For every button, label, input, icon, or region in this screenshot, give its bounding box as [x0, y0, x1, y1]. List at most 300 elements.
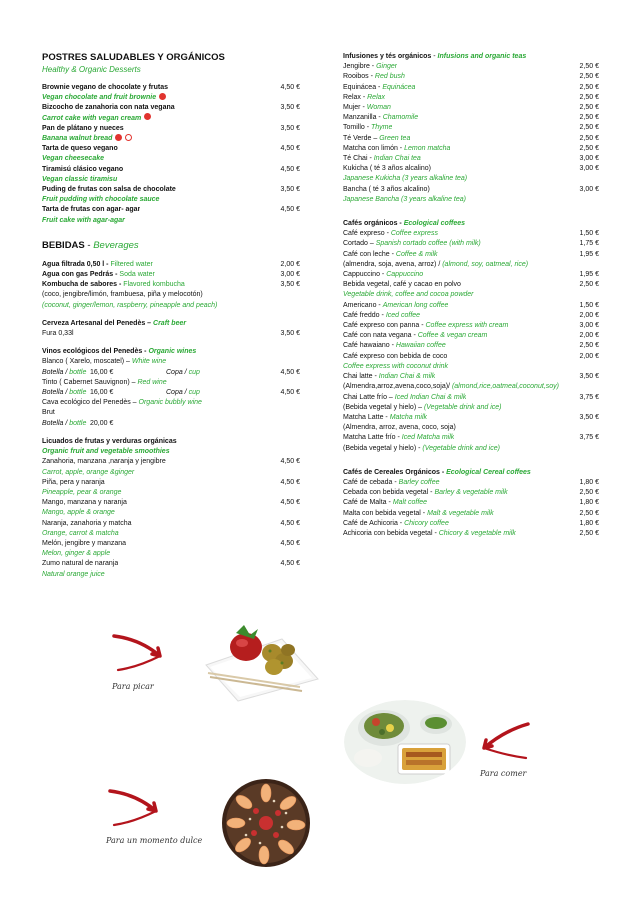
dessert-4-en: Vegan classic tiramisu	[42, 175, 118, 183]
coffee-b-0-name	[343, 270, 423, 280]
tea-3-en: Relax	[367, 93, 386, 101]
coffee-a-0-name	[343, 229, 438, 239]
beer-title-es: Cerveza Artesanal del Penedès –	[42, 319, 152, 327]
dessert-5-en: Fruit pudding with chocolate sauce	[42, 196, 160, 204]
juice-2-row	[42, 498, 300, 508]
tea-7-en: Green tea	[379, 134, 411, 142]
cereal-title	[343, 468, 599, 478]
teas-title-en: Infusions and organic teas	[437, 53, 527, 60]
matcha-frio-opt-es: (Bebida vegetal y hielo) -	[343, 444, 423, 452]
dessert-tart-photo	[216, 773, 316, 873]
juice-3-price: 4,50 €	[280, 519, 300, 527]
bebidas-title-es: BEBIDAS	[42, 239, 85, 251]
cereal-2-price: 1,80 €	[579, 499, 599, 507]
juice-1-row	[42, 478, 300, 488]
desserts-title: POSTRES SALUDABLES Y ORGÁNICOS	[42, 52, 225, 63]
cereal-0-name	[343, 478, 440, 488]
juice-1-en: Pineapple, pear & orange	[42, 488, 122, 496]
caption-picar: Para picar	[112, 682, 154, 691]
tea-4-es: Mujer -	[343, 104, 367, 112]
chai-frio-price: 3,75 €	[579, 393, 599, 401]
waters-list	[42, 260, 300, 291]
teas-list	[343, 62, 599, 174]
coffee-list-b	[343, 270, 599, 290]
cava-prices	[42, 419, 300, 429]
water-2-name	[42, 280, 185, 290]
tea-7-row	[343, 134, 599, 144]
cereal-1-name	[343, 488, 508, 498]
kukicha-en: Japanese Kukicha (3 years alkaline tea)	[343, 175, 468, 183]
dessert-1-row	[42, 103, 300, 113]
cereal-4-en: Chicory coffee	[404, 519, 449, 527]
tea-1-en: Red bush	[374, 73, 405, 81]
water-1-en: Soda water	[119, 271, 155, 279]
juices-list	[42, 457, 300, 579]
tea-0-es: Jengibre -	[343, 63, 377, 71]
tea-9-row	[343, 154, 599, 164]
bottle-en: bottle	[69, 368, 87, 376]
appetizer-photo	[200, 617, 320, 702]
coco-en: Coffee express with coconut drink	[343, 362, 449, 370]
chai-latte-row	[343, 372, 599, 382]
coffee-c-5-name	[343, 352, 447, 362]
water-1-row	[42, 270, 300, 280]
water-2-row	[42, 280, 300, 290]
bancha-name: Bancha ( té 3 años alcalino)	[343, 185, 430, 193]
dessert-0-price: 4,50 €	[280, 84, 300, 91]
bottle-label	[42, 368, 87, 378]
coffee-a-0-es: Café expreso -	[343, 230, 391, 238]
tea-1-es: Rooibos -	[343, 73, 375, 81]
coffee-b-1-es: Bebida vegetal, café y cacao en polvo	[343, 281, 461, 289]
coffee-a-1-price: 1,75 €	[579, 240, 599, 248]
dessert-3-en: Vegan cheesecake	[42, 155, 105, 163]
cereal-3-en: Malt & vegetable milk	[427, 509, 494, 517]
dessert-0-row	[42, 83, 300, 93]
cereal-4-price: 1,80 €	[579, 519, 599, 527]
juice-1-price: 4,50 €	[280, 478, 300, 486]
matcha-latte-price: 3,50 €	[579, 413, 599, 421]
tea-10-price: 3,00 €	[579, 165, 599, 173]
cereal-2-name	[343, 498, 427, 508]
juice-3-row	[42, 519, 300, 529]
bebidas-title	[42, 240, 300, 252]
coffee-c-0-row	[343, 301, 599, 311]
coffee-b-1-row	[343, 280, 599, 290]
tea-1-price: 2,50 €	[579, 73, 599, 81]
allergen-icon	[115, 134, 122, 141]
desserts-list	[42, 83, 300, 226]
dessert-2-es: Pan de plátano y nueces	[42, 124, 124, 132]
coffee-c-4-price: 2,50 €	[579, 342, 599, 350]
matcha-latte-es: Matcha Latte -	[343, 413, 390, 421]
tea-4-price: 2,50 €	[579, 104, 599, 112]
caption-dulce: Para un momento dulce	[106, 836, 203, 845]
tea-8-price: 2,50 €	[579, 144, 599, 152]
cereal-5-es: Achicoria con bebida vegetal -	[343, 529, 439, 537]
dessert-2-en: Banana walnut bread	[42, 134, 300, 144]
cereal-1-row	[343, 488, 599, 498]
tea-5-name	[343, 113, 418, 123]
tea-6-name	[343, 123, 392, 133]
bottle-en-2: bottle	[69, 389, 87, 397]
coffee-b-1-name	[343, 280, 461, 290]
coffee-a-2-name	[343, 250, 438, 260]
cava-bottle-price: 20,00 €	[90, 419, 114, 427]
coffee-c-0-price: 1,50 €	[579, 301, 599, 309]
coffee-c-2-name	[343, 321, 508, 331]
wine-red-cup-price: 4,50 €	[280, 389, 300, 397]
bottle-es: Botella /	[42, 368, 68, 376]
coffee-c-4-en: Hawaiian coffee	[395, 342, 446, 350]
dessert-1-es: Bizcocho de zanahoria con nata vegana	[42, 104, 175, 112]
tea-1-row	[343, 72, 599, 82]
cereal-0-es: Café de cebada -	[343, 478, 399, 486]
tea-8-name	[343, 144, 450, 154]
coffee-c-1-price: 2,00 €	[579, 311, 599, 319]
dessert-0-es: Brownie vegano de chocolate y frutas	[42, 84, 169, 91]
juice-0-name	[42, 457, 166, 467]
tea-8-en: Lemon matcha	[404, 144, 451, 152]
coffee-a-2-es: Café con leche -	[343, 250, 396, 258]
wine-white-en: White wine	[131, 358, 167, 366]
water-1-es: Agua con gas Pedrás -	[42, 271, 120, 279]
kombucha-flavors: (coco, jengibre/limón, frambuesa, piña y melocotón)	[42, 291, 203, 299]
dessert-0-name	[42, 83, 168, 93]
coffee-list-a	[343, 229, 599, 260]
coffee-c-3-row	[343, 331, 599, 341]
juice-0-row	[42, 457, 300, 467]
bancha-en: Japanese Bancha (3 years alkaline tea)	[343, 195, 466, 203]
chai-latte-en: Indian Chai & milk	[378, 373, 436, 381]
bancha-price: 3,00 €	[579, 185, 599, 193]
tea-7-price: 2,50 €	[579, 134, 599, 142]
cereal-1-en: Barley & vegetable milk	[434, 489, 508, 497]
tea-4-name	[343, 103, 391, 113]
juice-4-name	[42, 539, 126, 549]
coffee-c-3-es: Café con nata vegana -	[343, 332, 418, 340]
milk-options-en: (almond, soy, oatmeal, rice)	[442, 260, 529, 268]
veg-drink-en: Vegetable drink, coffee and cocoa powder	[343, 291, 474, 299]
dessert-3-es: Tarta de queso vegano	[42, 145, 118, 153]
water-1-name	[42, 270, 155, 280]
coffee-b-1-price: 2,50 €	[579, 281, 599, 289]
tea-6-es: Tomillo -	[343, 124, 372, 132]
bottle-label-3	[42, 419, 87, 429]
cereals-list	[343, 478, 599, 539]
juice-title-en: Organic fruit and vegetable smoothies	[42, 448, 170, 456]
cereal-4-row	[343, 519, 599, 529]
coffee-a-1-es: Cortado –	[343, 240, 376, 248]
cereal-0-price: 1,80 €	[579, 478, 599, 486]
allergen-icon	[159, 93, 166, 100]
coffee-list-c	[343, 301, 599, 362]
dessert-2-price: 3,50 €	[280, 124, 300, 132]
kombucha-flavors-en: (coconut, ginger/lemon, raspberry, pineapple and peach)	[42, 301, 218, 309]
beer-price: 3,50 €	[280, 330, 300, 338]
juice-0-es: Zanahoria, manzana ,naranja y jengibre	[42, 458, 166, 466]
juice-4-row	[42, 539, 300, 549]
dessert-3-price: 4,50 €	[280, 145, 300, 153]
dessert-1-name	[42, 103, 175, 113]
bebidas-title-en: Beverages	[93, 239, 139, 251]
matcha-options: (Almendra, arroz, avena, coco, soja)	[343, 424, 456, 432]
coffee-b-0-price: 1,95 €	[579, 271, 599, 279]
right-column	[343, 52, 599, 539]
dessert-1-en: Carrot cake with vegan cream	[42, 114, 300, 124]
tea-7-es: Té Verde –	[343, 134, 380, 142]
cereal-5-price: 2,50 €	[579, 529, 599, 537]
chai-frio-es: Chai Latte frío –	[343, 393, 395, 401]
cereal-3-price: 2,50 €	[579, 509, 599, 517]
beer-title	[42, 319, 300, 329]
tea-6-en: Thyme	[371, 124, 393, 132]
tea-3-es: Relax -	[343, 93, 368, 101]
tea-10-name	[343, 164, 431, 174]
juice-1-es: Piña, pera y naranja	[42, 478, 105, 486]
coffee-c-4-row	[343, 341, 599, 351]
chai-frio-opt-es: (Bebida vegetal y hielo) –	[343, 403, 424, 411]
tea-0-row	[343, 62, 599, 72]
wine-red-prices	[42, 388, 300, 398]
teas-title: Infusiones y tés orgánicos - Infusions and organic teas	[343, 53, 527, 60]
juice-0-price: 4,50 €	[280, 458, 300, 466]
bottle-es-2: Botella /	[42, 389, 68, 397]
coffee-b-0-en: Cappuccino	[386, 271, 424, 279]
juice-2-en: Mango, apple & orange	[42, 509, 115, 517]
tea-2-name	[343, 83, 415, 93]
cereal-2-en: Malt coffee	[392, 499, 428, 507]
tea-8-row	[343, 144, 599, 154]
chai-latte-es: Chai latte -	[343, 373, 379, 381]
coffee-c-1-es: Café freddo -	[343, 311, 386, 319]
dessert-6-es: Tarta de frutas con agar- agar	[42, 206, 141, 214]
coffee-c-2-es: Café expreso con panna -	[343, 322, 426, 330]
beer-row	[42, 329, 300, 339]
chai-options-es: (Almendra,arroz,avena,coco,soja)/	[343, 383, 450, 391]
dessert-3-row	[42, 144, 300, 154]
cereal-title-en: Ecological Cereal coffees	[446, 468, 531, 476]
cereal-4-es: Café de Achicoria -	[343, 519, 405, 527]
beer-name: Fura 0,33l	[42, 330, 74, 338]
matcha-frio-price: 3,75 €	[579, 434, 599, 442]
coffee-c-1-name	[343, 311, 420, 321]
main-course-photo	[344, 700, 466, 784]
caption-comer: Para comer	[480, 769, 527, 778]
cereal-5-name	[343, 529, 516, 539]
matcha-frio-row	[343, 433, 599, 443]
teas-title-es: Infusiones y tés orgánicos	[343, 53, 432, 60]
bottle-en-3: bottle	[69, 419, 87, 427]
bebidas-title-dash: -	[84, 239, 94, 251]
coffee-a-2-price: 1,95 €	[579, 250, 599, 258]
tea-9-es: Té Chai -	[343, 155, 374, 163]
wine-white-prices	[42, 368, 300, 378]
dessert-1-price: 3,50 €	[280, 104, 300, 112]
matcha-frio-en: Iced Matcha milk	[401, 434, 455, 442]
coffee-a-0-en: Coffee express	[390, 230, 438, 238]
matcha-latte-row	[343, 413, 599, 423]
tea-0-en: Ginger	[376, 63, 398, 71]
cava	[42, 398, 300, 408]
tea-2-row	[343, 83, 599, 93]
tea-6-price: 2,50 €	[579, 124, 599, 132]
dessert-6-price: 4,50 €	[280, 206, 300, 214]
tea-2-en: Equinácea	[382, 83, 416, 91]
coffee-c-4-name	[343, 341, 446, 351]
chai-latte-price: 3,50 €	[579, 373, 599, 381]
chai-frio-row	[343, 393, 599, 403]
desserts-subtitle: Healthy & Organic Desserts	[42, 65, 141, 74]
wine-red	[42, 378, 300, 388]
dessert-6-row	[42, 205, 300, 215]
coffee-title	[343, 219, 599, 229]
cereal-2-row	[343, 498, 599, 508]
water-2-en: Flavored kombucha	[123, 281, 185, 289]
coffee-c-3-name	[343, 331, 487, 341]
water-1-price: 3,00 €	[280, 271, 300, 279]
water-2-es: Kombucha de sabores -	[42, 281, 124, 289]
cereal-1-price: 2,50 €	[579, 489, 599, 497]
dessert-5-price: 3,50 €	[280, 186, 300, 194]
cava-es: Cava ecológico del Penedès –	[42, 399, 137, 407]
tea-3-price: 2,50 €	[579, 93, 599, 101]
red-arrow-dulce	[108, 787, 164, 829]
tea-0-name	[343, 62, 397, 72]
coffee-b-0-es: Cappuccino -	[343, 271, 387, 279]
coffee-c-2-row	[343, 321, 599, 331]
red-arrow-picar	[112, 632, 168, 674]
coffee-a-0-price: 1,50 €	[579, 230, 599, 238]
juice-3-es: Naranja, zanahoria y matcha	[42, 519, 132, 527]
juice-4-price: 4,50 €	[280, 539, 300, 547]
coffee-c-5-row	[343, 352, 599, 362]
chai-frio-opt	[343, 403, 599, 413]
tea-8-es: Matcha con limón -	[343, 144, 405, 152]
water-0-name	[42, 260, 153, 270]
tea-10-row	[343, 164, 599, 174]
tea-3-row	[343, 93, 599, 103]
coffee-c-1-en: Iced coffee	[385, 311, 421, 319]
matcha-latte-en: Matcha milk	[389, 413, 428, 421]
allergen-icon	[144, 113, 151, 120]
tea-5-row	[343, 113, 599, 123]
copa-label	[152, 368, 236, 378]
tea-4-en: Woman	[366, 104, 391, 112]
matcha-frio-es: Matcha Latte frío -	[343, 434, 402, 442]
dessert-5-es: Puding de frutas con salsa de chocolate	[42, 186, 176, 194]
chai-options-en: (almond,rice,oatmeal,coconut,soy)	[451, 383, 559, 391]
cereal-3-row	[343, 509, 599, 519]
wine-title	[42, 347, 300, 357]
juice-2-price: 4,50 €	[280, 499, 300, 507]
dessert-2-row	[42, 124, 300, 134]
coffee-c-2-price: 3,00 €	[579, 322, 599, 330]
wine-red-bottle-price: 16,00 €	[90, 389, 114, 397]
tea-2-price: 2,50 €	[579, 83, 599, 91]
coffee-c-4-es: Café hawaiano -	[343, 342, 396, 350]
bancha-row	[343, 185, 599, 195]
wine-white-cup-price: 4,50 €	[280, 368, 300, 376]
coffee-a-1-name	[343, 239, 481, 249]
dessert-3-name	[42, 144, 118, 154]
milk-options	[343, 260, 599, 270]
dessert-2-name	[42, 124, 124, 134]
tea-9-en: Indian Chai tea	[373, 155, 421, 163]
copa-en: cup	[188, 368, 200, 376]
tea-4-row	[343, 103, 599, 113]
juice-2-es: Mango, manzana y naranja	[42, 499, 127, 507]
milk-options-es: (almendra, soja, avena, arroz) /	[343, 260, 441, 268]
water-0-en: Filtered water	[110, 260, 153, 268]
tea-7-name	[343, 134, 410, 144]
cereal-0-en: Barley coffee	[398, 478, 440, 486]
dessert-4-price: 4,50 €	[280, 165, 300, 173]
wine-white	[42, 357, 300, 367]
coffee-a-0-row	[343, 229, 599, 239]
wine-white-bottle-price: 16,00 €	[90, 368, 114, 376]
tea-10-es: Kukicha ( té 3 años alcalino)	[343, 165, 431, 173]
coffee-c-3-price: 2,00 €	[579, 332, 599, 340]
tea-3-name	[343, 93, 385, 103]
tea-5-price: 2,50 €	[579, 114, 599, 122]
tea-5-en: Chamomile	[382, 114, 419, 122]
tea-1-name	[343, 72, 405, 82]
juice-4-es: Melón, jengibre y manzana	[42, 539, 127, 547]
brut: Brut	[42, 409, 55, 417]
juice-5-price: 4,50 €	[280, 560, 300, 568]
cereal-5-en: Chicory & vegetable milk	[438, 529, 516, 537]
tea-9-name	[343, 154, 421, 164]
dessert-6-name	[42, 205, 140, 215]
juice-1-name	[42, 478, 105, 488]
coffee-c-1-row	[343, 311, 599, 321]
water-2-price: 3,50 €	[280, 281, 300, 289]
bottle-es-3: Botella /	[42, 419, 68, 427]
copa-label-2	[152, 388, 236, 398]
juice-4-en: Melon, ginger & apple	[42, 550, 111, 558]
chai-options	[343, 382, 599, 392]
red-arrow-comer	[474, 720, 530, 762]
wine-white-es: Blanco ( Xarelo, moscatel) –	[42, 358, 130, 366]
tea-9-price: 3,00 €	[579, 155, 599, 163]
juice-2-name	[42, 498, 127, 508]
coffee-a-2-en: Coffee & milk	[395, 250, 438, 258]
coffee-b-0-row	[343, 270, 599, 280]
coffee-a-2-row	[343, 250, 599, 260]
water-0-row	[42, 260, 300, 270]
coffee-c-2-en: Coffee express with cream	[425, 322, 509, 330]
tea-2-es: Equinácea -	[343, 83, 383, 91]
coffee-c-0-en: American long coffee	[382, 301, 449, 309]
nuts-icon	[125, 134, 132, 141]
cava-en: Organic bubbly wine	[138, 399, 202, 407]
tea-0-price: 2,50 €	[579, 63, 599, 71]
wine-title-en: Organic wines	[148, 348, 197, 356]
cereal-4-name	[343, 519, 449, 529]
matcha-frio-opt-en: (Vegetable drink and ice)	[422, 444, 500, 452]
coffee-c-3-en: Coffee & vegan cream	[417, 332, 488, 340]
coffee-c-0-name	[343, 301, 448, 311]
coffee-c-0-es: Americano -	[343, 301, 383, 309]
matcha-frio-opt	[343, 444, 599, 454]
beer-title-en: Craft beer	[153, 319, 187, 327]
dessert-4-row	[42, 165, 300, 175]
cereal-0-row	[343, 478, 599, 488]
bottle-label-2	[42, 388, 87, 398]
coffee-a-1-en: Spanish cortado coffee (with milk)	[375, 240, 481, 248]
dessert-6-en: Fruit cake with agar-agar	[42, 216, 125, 224]
